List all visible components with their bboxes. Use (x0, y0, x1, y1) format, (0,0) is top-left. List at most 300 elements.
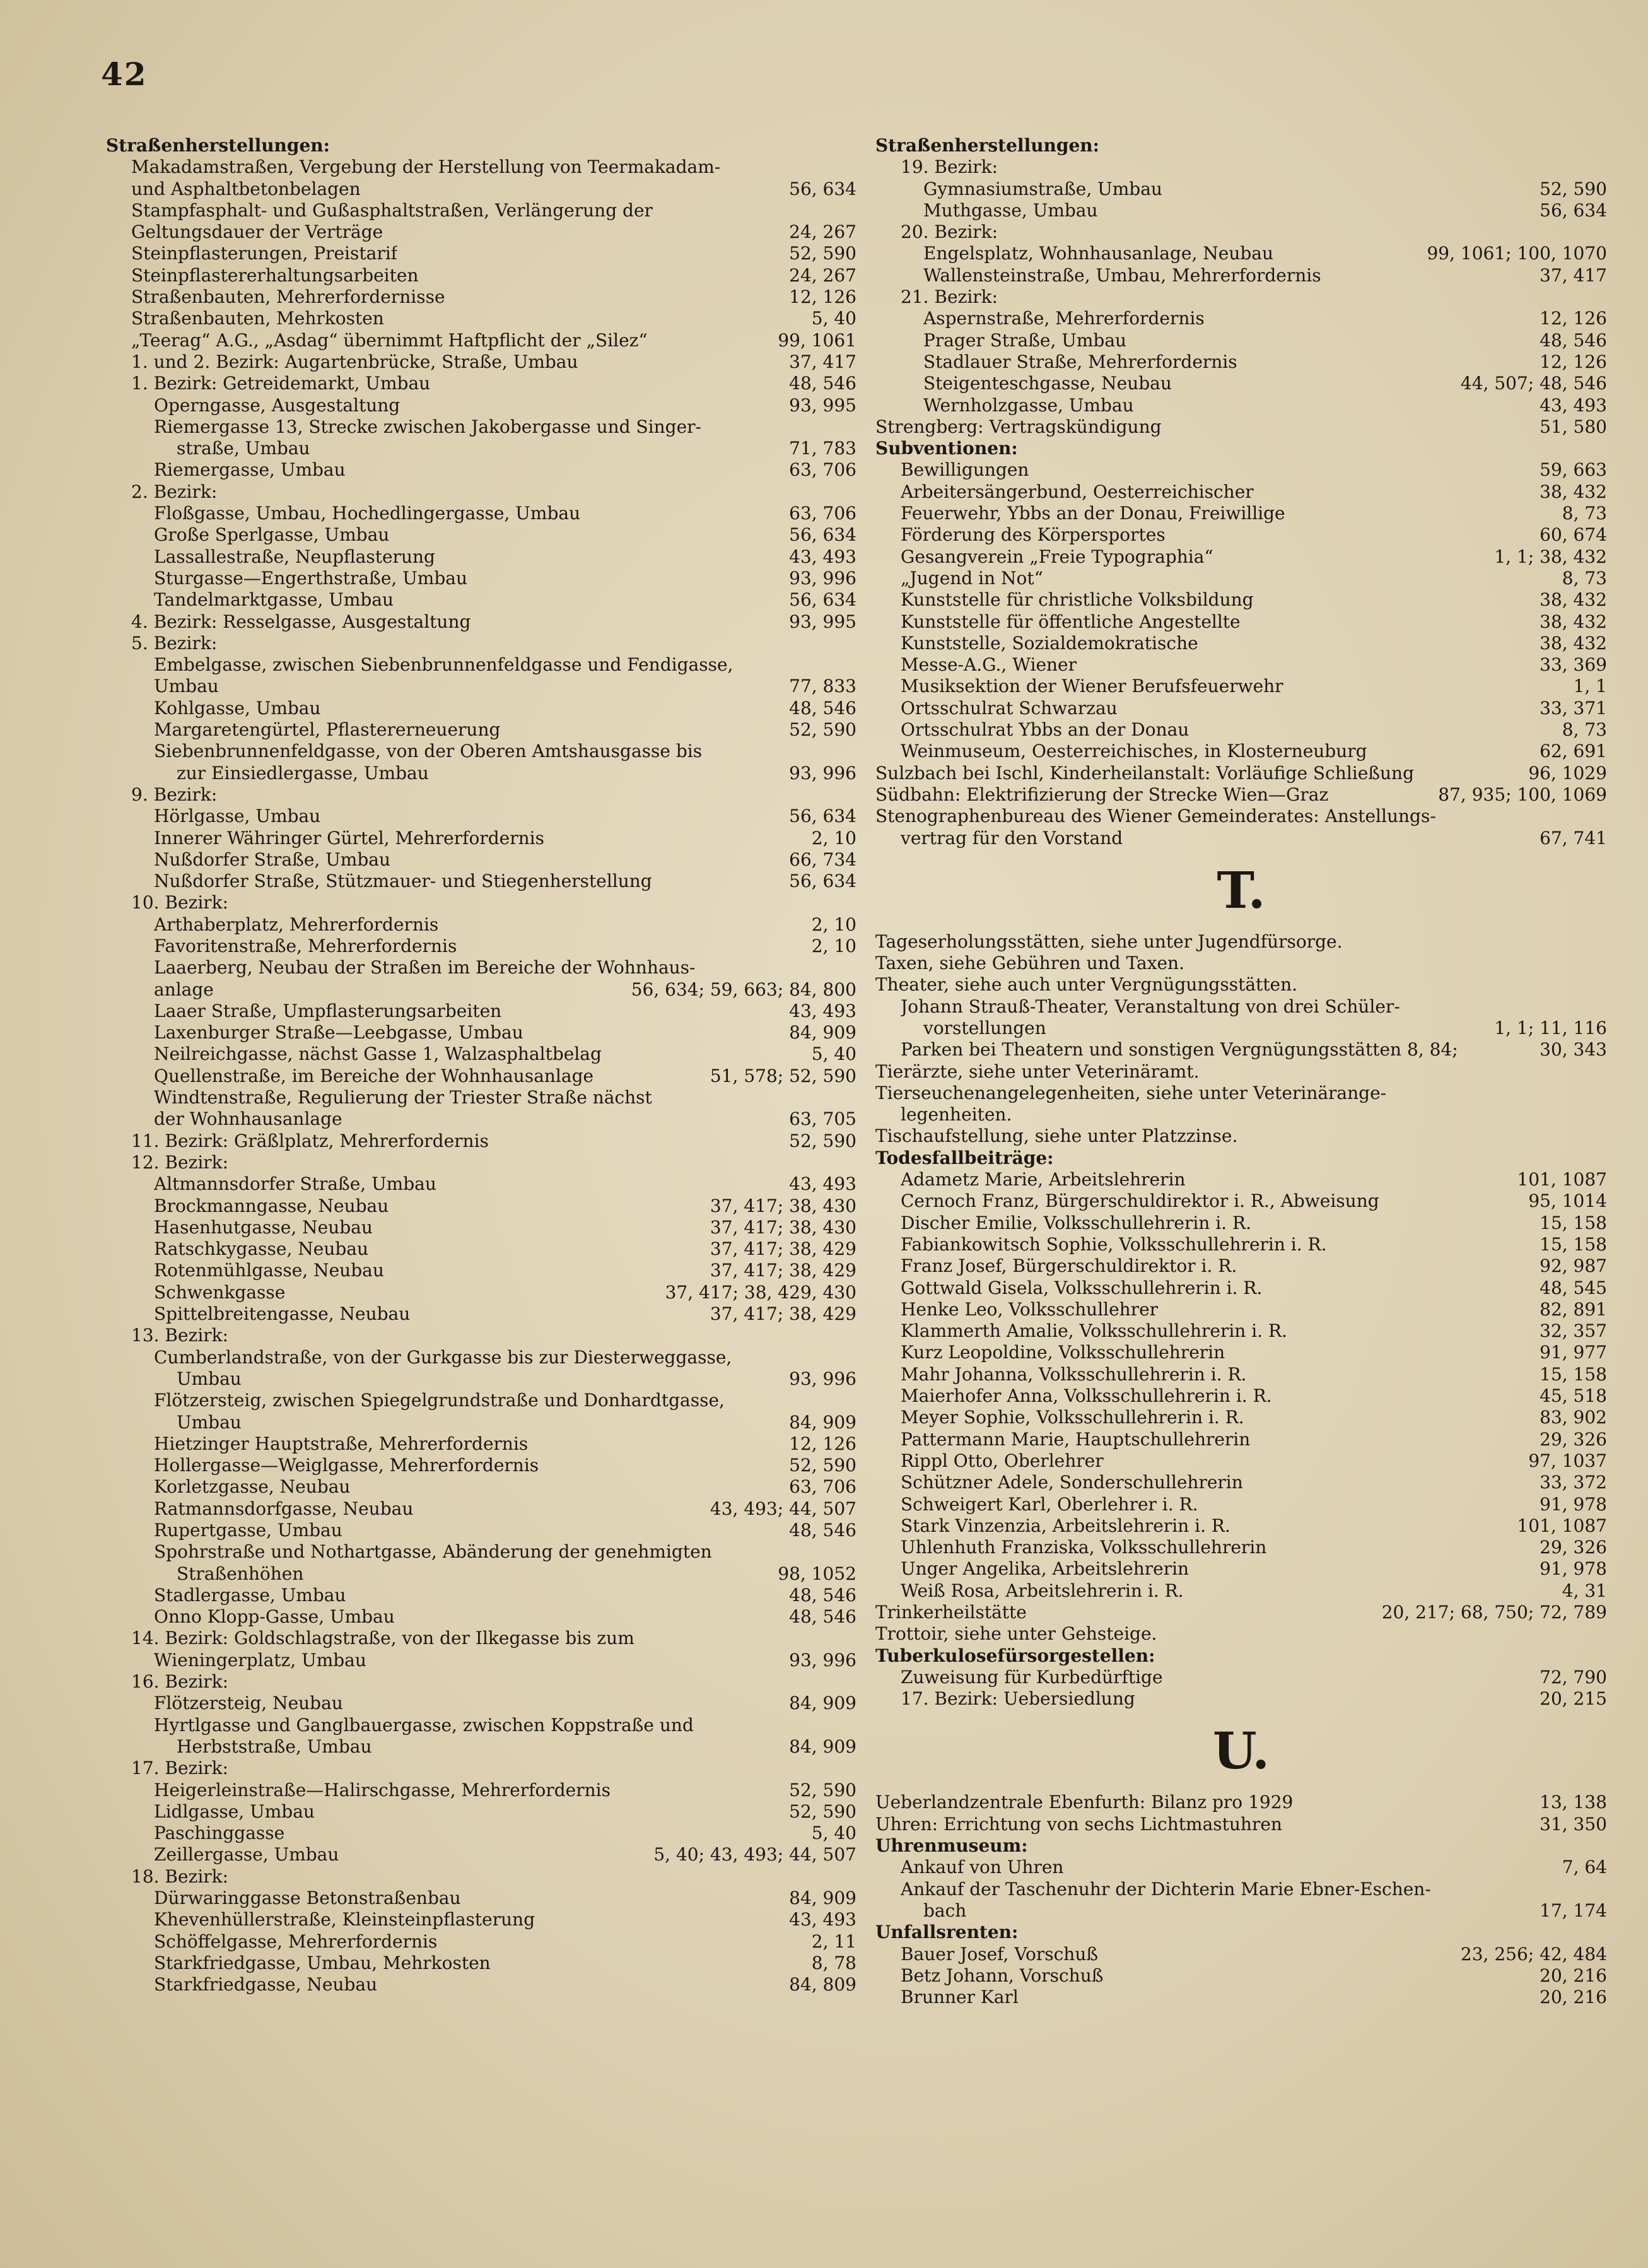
entry-text: Dürwaringgasse Betonstraßenbau (154, 1888, 461, 1909)
index-entry (875, 974, 1607, 996)
index-entry (875, 611, 1607, 633)
entry-page-refs: 7, 64 (1562, 1857, 1607, 1878)
entry-page-refs: 37, 417; 38, 429 (710, 1238, 856, 1260)
index-entry (875, 200, 1607, 221)
entry-text: „Jugend in Not“ (901, 567, 1043, 589)
index-entry (106, 243, 856, 264)
entry-text: Brockmanngasse, Neubau (154, 1195, 389, 1216)
index-entry (106, 1087, 856, 1108)
entry-text: Unfallsrenten: (875, 1922, 1019, 1943)
entry-page-refs: 77, 833 (789, 676, 856, 697)
entry-page-refs: 82, 891 (1540, 1298, 1607, 1320)
index-entry (875, 503, 1607, 524)
entry-text: 1. Bezirk: Getreidemarkt, Umbau (131, 373, 431, 394)
entry-page-refs: 33, 372 (1540, 1472, 1607, 1493)
entry-page-refs: 91, 977 (1540, 1342, 1607, 1363)
entry-page-refs: 43, 493 (789, 1909, 856, 1930)
entry-page-refs: 12, 126 (789, 286, 856, 308)
index-entry (106, 395, 856, 416)
index-entry (875, 1255, 1607, 1277)
entry-text: Neilreichgasse, nächst Gasse 1, Walzasphaltbelag (154, 1043, 602, 1065)
entry-text: Steinpflasterungen, Preistarif (131, 243, 398, 264)
entry-text: Operngasse, Ausgestaltung (154, 394, 400, 416)
entry-page-refs: 8, 73 (1562, 567, 1607, 589)
entry-page-refs: 56, 634; 59, 663; 84, 800 (631, 978, 856, 1000)
index-entry (875, 1407, 1607, 1428)
entry-text: Südbahn: Elektrifizierung der Strecke Wien—Graz (875, 784, 1329, 805)
index-entry (875, 784, 1607, 806)
entry-text: Tierärzte, siehe unter Veterinäramt. (875, 1061, 1200, 1082)
entry-page-refs: 84, 809 (789, 1974, 856, 1995)
entry-page-refs: 43, 493 (789, 546, 856, 567)
index-entry (875, 763, 1607, 784)
entry-page-refs: 2, 10 (811, 827, 856, 849)
index-entry (875, 1537, 1607, 1558)
index-entry (875, 1688, 1607, 1710)
index-entry (875, 546, 1607, 568)
entry-text: 14. Bezirk: Goldschlagstraße, von der Ilkegasse bis zum (131, 1628, 634, 1649)
entry-text: Rotenmühlgasse, Neubau (154, 1260, 384, 1281)
index-entry (875, 589, 1607, 611)
index-entry (106, 459, 856, 481)
entry-page-refs: 101, 1087 (1517, 1169, 1607, 1190)
index-entry (106, 1974, 856, 1995)
entry-page-refs: 1, 1; 38, 432 (1494, 546, 1607, 567)
index-entry (875, 828, 1607, 849)
index-entry (106, 1325, 856, 1346)
index-entry (875, 1039, 1607, 1061)
index-entry (106, 936, 856, 957)
index-entry (106, 373, 856, 394)
entry-page-refs: 56, 634 (789, 178, 856, 199)
index-entry (875, 1190, 1607, 1212)
entry-text: Laxenburger Straße—Leebgasse, Umbau (154, 1022, 523, 1043)
entry-text: Kunststelle für christliche Volksbildung (901, 589, 1254, 611)
index-entry (106, 589, 856, 611)
entry-text: Nußdorfer Straße, Umbau (154, 849, 391, 870)
entry-page-refs: 24, 267 (789, 264, 856, 286)
entry-text: Hollergasse—Weiglgasse, Mehrerfordernis (154, 1455, 539, 1476)
entry-text: Feuerwehr, Ybbs an der Donau, Freiwillige (901, 503, 1285, 524)
index-entry (106, 1022, 856, 1043)
entry-page-refs: 96, 1029 (1528, 762, 1607, 784)
index-entry (106, 1823, 856, 1844)
entry-text: Theater, siehe auch unter Vergnügungsstätten. (875, 974, 1298, 996)
index-entry (875, 1061, 1607, 1083)
entry-text: Bewilligungen (901, 459, 1029, 481)
entry-text: Kohlgasse, Umbau (154, 697, 321, 719)
entry-page-refs: 15, 158 (1540, 1363, 1607, 1385)
index-entry (106, 1563, 856, 1585)
index-entry (875, 1645, 1607, 1667)
entry-page-refs: 1, 1 (1573, 676, 1607, 697)
index-entry (875, 1018, 1607, 1039)
index-entry (106, 1152, 856, 1173)
entry-text: 12. Bezirk: (131, 1151, 229, 1173)
index-entry (106, 416, 856, 438)
entry-text: 13. Bezirk: (131, 1325, 229, 1346)
entry-text: Starkfriedgasse, Umbau, Mehrkosten (154, 1952, 491, 1973)
entry-text: Korletzgasse, Neubau (154, 1476, 351, 1498)
entry-text: Uhlenhuth Franziska, Volksschullehrerin (901, 1537, 1267, 1558)
entry-text: Hörlgasse, Umbau (154, 806, 321, 827)
entry-text: Aspernstraße, Mehrerfordernis (923, 308, 1205, 329)
index-entry (875, 1944, 1607, 1965)
index-entry (106, 1412, 856, 1433)
entry-text: der Wohnhausanlage (154, 1108, 342, 1130)
entry-page-refs: 51, 580 (1540, 416, 1607, 437)
entry-page-refs: 67, 741 (1540, 827, 1607, 849)
entry-text: Stadlergasse, Umbau (154, 1584, 346, 1606)
entry-page-refs: 56, 634 (789, 871, 856, 892)
entry-text: Henke Leo, Volksschullehrer (901, 1298, 1159, 1320)
entry-text: Große Sperlgasse, Umbau (154, 524, 390, 546)
entry-page-refs: 43, 493 (1540, 394, 1607, 416)
index-entry (875, 1472, 1607, 1493)
entry-page-refs: 48, 546 (1540, 329, 1607, 351)
index-entry (875, 1965, 1607, 1987)
entry-text: legenheiten. (901, 1104, 1012, 1125)
index-entry (875, 1148, 1607, 1169)
entry-text: Uhrenmuseum: (875, 1835, 1028, 1857)
index-entry (875, 395, 1607, 416)
entry-text: Meyer Sophie, Volksschullehrerin i. R. (901, 1407, 1244, 1428)
entry-text: 4. Bezirk: Resselgasse, Ausgestaltung (131, 611, 471, 632)
index-entry (875, 438, 1607, 459)
entry-page-refs: 12, 126 (1540, 308, 1607, 329)
index-entry (875, 719, 1607, 741)
entry-text: Cumberlandstraße, von der Gurkgasse bis zur Diesterweggasse, (154, 1346, 732, 1368)
entry-page-refs: 30, 343 (1540, 1039, 1607, 1061)
entry-page-refs: 12, 126 (1540, 351, 1607, 372)
index-entry (875, 1234, 1607, 1255)
index-entry (106, 1238, 856, 1260)
index-entry (875, 1792, 1607, 1813)
entry-page-refs: 20, 216 (1540, 1965, 1607, 1986)
index-entry (106, 849, 856, 871)
entry-page-refs: 37, 417; 38, 429, 430 (665, 1281, 856, 1303)
index-entry (106, 914, 856, 936)
index-entry (106, 1347, 856, 1368)
index-entry (875, 243, 1607, 264)
index-entry (875, 1857, 1607, 1878)
page-number: 42 (101, 56, 148, 93)
entry-text: Tierseuchenangelegenheiten, siehe unter Veterinärange- (875, 1082, 1387, 1103)
entry-page-refs: 95, 1014 (1528, 1190, 1607, 1212)
entry-text: Trottoir, siehe unter Gehsteige. (875, 1623, 1157, 1645)
entry-text: Gottwald Gisela, Volksschullehrerin i. R. (901, 1277, 1263, 1298)
entry-page-refs: 29, 326 (1540, 1428, 1607, 1450)
entry-text: Steinpflastererhaltungsarbeiten (131, 264, 419, 286)
index-entry (106, 546, 856, 568)
index-entry (875, 633, 1607, 654)
entry-page-refs: 84, 909 (789, 1693, 856, 1714)
index-column-right (875, 135, 1607, 2008)
entry-text: 10. Bezirk: (131, 892, 229, 914)
entry-text: Cernoch Franz, Bürgerschuldirektor i. R., Abweisung (901, 1190, 1379, 1212)
entry-text: Spittelbreitengasse, Neubau (154, 1303, 411, 1325)
entry-page-refs: 56, 634 (789, 806, 856, 827)
index-entry (875, 1602, 1607, 1623)
entry-text: Subventionen: (875, 438, 1018, 459)
entry-text: Messe-A.G., Wiener (901, 654, 1077, 676)
index-entry (106, 806, 856, 827)
entry-text: Arthaberplatz, Mehrerfordernis (154, 914, 439, 935)
entry-text: Ankauf von Uhren (901, 1857, 1064, 1878)
index-entry (106, 481, 856, 503)
index-entry (106, 1066, 856, 1087)
entry-text: 21. Bezirk: (901, 286, 998, 308)
index-entry (875, 1213, 1607, 1234)
entry-page-refs: 43, 493 (789, 1173, 856, 1195)
entry-page-refs: 66, 734 (789, 849, 856, 870)
entry-page-refs: 29, 326 (1540, 1537, 1607, 1558)
entry-text: Tischaufstellung, siehe unter Platzzinse. (875, 1125, 1238, 1147)
entry-text: Musiksektion der Wiener Berufsfeuerwehr (901, 676, 1283, 697)
entry-page-refs: 37, 417; 38, 429 (710, 1303, 856, 1325)
index-entry (875, 1558, 1607, 1580)
index-entry (875, 996, 1607, 1018)
entry-text: Stampfasphalt- und Gußasphaltstraßen, Verlängerung der (131, 199, 653, 221)
index-entry (875, 286, 1607, 308)
entry-page-refs: 56, 634 (789, 524, 856, 546)
index-entry (875, 1667, 1607, 1688)
entry-page-refs: 56, 634 (789, 589, 856, 611)
entry-page-refs: 63, 706 (789, 459, 856, 481)
index-entry (106, 179, 856, 200)
entry-text: Klammerth Amalie, Volksschullehrerin i. R. (901, 1320, 1287, 1342)
entry-text: Khevenhüllerstraße, Kleinsteinpflasterung (154, 1909, 535, 1930)
entry-page-refs: 52, 590 (789, 1455, 856, 1476)
index-entry (875, 1364, 1607, 1385)
entry-page-refs: 20, 217; 68, 750; 72, 789 (1381, 1602, 1607, 1623)
entry-text: Tandelmarktgasse, Umbau (154, 589, 394, 611)
index-entry (875, 1879, 1607, 1900)
index-entry (106, 1628, 856, 1649)
entry-text: Laaer Straße, Umpflasterungsarbeiten (154, 1000, 502, 1021)
index-entry (875, 265, 1607, 286)
index-entry (875, 1900, 1607, 1922)
index-column-left (106, 135, 856, 1996)
index-entry (106, 1108, 856, 1130)
index-entry (106, 1953, 856, 1974)
index-entry (106, 1801, 856, 1823)
entry-text: Hietzinger Hauptstraße, Mehrerfordernis (154, 1433, 529, 1454)
entry-text: Zeillergasse, Umbau (154, 1844, 339, 1866)
entry-text: Betz Johann, Vorschuß (901, 1965, 1104, 1986)
entry-page-refs: 37, 417; 38, 429 (710, 1260, 856, 1281)
index-entry (106, 1736, 856, 1758)
entry-page-refs: 15, 158 (1540, 1233, 1607, 1255)
index-entry (875, 179, 1607, 200)
index-entry (106, 200, 856, 221)
index-entry (875, 1494, 1607, 1515)
entry-text: 2. Bezirk: (131, 481, 218, 502)
entry-page-refs: 60, 674 (1540, 524, 1607, 546)
entry-page-refs: 101, 1087 (1517, 1515, 1607, 1536)
entry-text: Margaretengürtel, Pflastererneuerung (154, 719, 501, 741)
entry-page-refs: 52, 590 (789, 1130, 856, 1151)
index-entry (875, 931, 1607, 953)
entry-page-refs: 48, 546 (789, 1520, 856, 1541)
index-entry (106, 221, 856, 243)
index-entry (106, 524, 856, 546)
entry-text: Ortsschulrat Schwarzau (901, 697, 1118, 719)
entry-text: 20. Bezirk: (901, 221, 998, 243)
entry-text: Ratschkygasse, Neubau (154, 1238, 369, 1260)
index-entry (875, 741, 1607, 762)
entry-text: Strengberg: Vertragskündigung (875, 416, 1162, 437)
index-entry (106, 763, 856, 784)
entry-text: Wernholzgasse, Umbau (923, 394, 1134, 416)
index-entry (875, 221, 1607, 243)
index-entry (106, 1001, 856, 1022)
entry-page-refs: 15, 158 (1540, 1212, 1607, 1233)
entry-text: Muthgasse, Umbau (923, 199, 1098, 221)
entry-text: Quellenstraße, im Bereiche der Wohnhausanlage (154, 1065, 594, 1086)
index-entry (106, 957, 856, 978)
entry-text: Flötzersteig, Neubau (154, 1693, 343, 1714)
index-entry (106, 308, 856, 329)
entry-page-refs: 93, 996 (789, 1649, 856, 1671)
entry-text: Heigerleinstraße—Halirschgasse, Mehrerfordernis (154, 1779, 611, 1801)
index-entry (106, 1844, 856, 1866)
index-entry (106, 633, 856, 654)
index-entry (875, 135, 1607, 156)
entry-text: Kurz Leopoldine, Volksschullehrerin (901, 1342, 1225, 1363)
index-entry (875, 698, 1607, 719)
entry-page-refs: 84, 909 (789, 1022, 856, 1043)
index-entry (106, 1909, 856, 1930)
index-entry (106, 1606, 856, 1628)
entry-text: Umbau (177, 1368, 242, 1389)
index-entry (106, 698, 856, 719)
entry-text: 16. Bezirk: (131, 1671, 229, 1693)
entry-page-refs: 63, 705 (789, 1108, 856, 1130)
index-entry (106, 1758, 856, 1779)
index-entry (106, 1671, 856, 1693)
entry-text: Sulzbach bei Ischl, Kinderheilanstalt: Vorläufige Schließung (875, 762, 1414, 784)
index-entry (106, 676, 856, 697)
entry-page-refs: 87, 935; 100, 1069 (1438, 784, 1607, 805)
index-entry (106, 784, 856, 806)
entry-page-refs: 52, 590 (789, 1779, 856, 1801)
index-entry (106, 330, 856, 351)
index-entry (106, 1173, 856, 1195)
entry-page-refs: 52, 590 (789, 243, 856, 264)
index-entry (875, 1169, 1607, 1190)
index-entry (106, 1282, 856, 1303)
entry-text: Pattermann Marie, Hauptschullehrerin (901, 1428, 1251, 1450)
entry-page-refs: 91, 978 (1540, 1493, 1607, 1515)
entry-text: Engelsplatz, Wohnhausanlage, Neubau (923, 243, 1274, 264)
entry-page-refs: 72, 790 (1540, 1666, 1607, 1688)
entry-text: Fabiankowitsch Sophie, Volksschullehrerin i. R. (901, 1233, 1327, 1255)
entry-page-refs: 48, 546 (789, 373, 856, 394)
section-letter: U. (1212, 1721, 1270, 1781)
index-entry (875, 654, 1607, 676)
index-entry (106, 568, 856, 589)
entry-text: Geltungsdauer der Verträge (131, 221, 383, 243)
entry-text: Tuberkulosefürsorgestellen: (875, 1645, 1155, 1666)
entry-text: Umbau (177, 1411, 242, 1433)
entry-text: Lassallestraße, Neupflasterung (154, 546, 435, 567)
entry-text: Tageserholungsstätten, siehe unter Jugendfürsorge. (875, 931, 1343, 952)
entry-text: vertrag für den Vorstand (901, 827, 1123, 849)
entry-page-refs: 97, 1037 (1528, 1450, 1607, 1471)
entry-text: Ortsschulrat Ybbs an der Donau (901, 719, 1189, 741)
entry-text: 1. und 2. Bezirk: Augartenbrücke, Straße, Umbau (131, 351, 578, 372)
entry-page-refs: 8, 78 (811, 1952, 856, 1973)
entry-text: Herbststraße, Umbau (177, 1736, 372, 1757)
index-entry (106, 503, 856, 524)
index-entry (106, 741, 856, 762)
entry-text: Nußdorfer Straße, Stützmauer- und Stiegenherstellung (154, 871, 652, 892)
entry-text: Straßenherstellungen: (875, 135, 1100, 156)
entry-page-refs: 2, 10 (811, 935, 856, 956)
entry-page-refs: 93, 996 (789, 1368, 856, 1389)
entry-text: Prager Straße, Umbau (923, 329, 1127, 351)
entry-page-refs: 52, 590 (1540, 178, 1607, 199)
index-entry (875, 1320, 1607, 1342)
index-entry (106, 438, 856, 459)
entry-text: Weiß Rosa, Arbeitslehrerin i. R. (901, 1580, 1184, 1601)
index-entry (875, 308, 1607, 329)
entry-page-refs: 91, 978 (1540, 1558, 1607, 1580)
index-entry (875, 1987, 1607, 2008)
entry-text: Stark Vinzenzia, Arbeitslehrerin i. R. (901, 1515, 1230, 1536)
entry-text: Uhren: Errichtung von sechs Lichtmastuhren (875, 1813, 1282, 1835)
entry-text: Brunner Karl (901, 1987, 1019, 2008)
index-entry (875, 1580, 1607, 1602)
index-entry (106, 1650, 856, 1671)
entry-text: 5. Bezirk: (131, 632, 218, 654)
index-entry (875, 953, 1607, 974)
entry-page-refs: 5, 40; 43, 493; 44, 507 (653, 1844, 856, 1866)
index-entry (875, 1814, 1607, 1835)
index-entry (106, 1541, 856, 1563)
index-entry (106, 1390, 856, 1411)
index-entry (106, 265, 856, 286)
entry-text: Riemergasse 13, Strecke zwischen Jakobergasse und Singer- (154, 416, 701, 437)
entry-text: Kunststelle, Sozialdemokratische (901, 632, 1198, 654)
entry-text: Arbeitersängerbund, Oesterreichischer (901, 481, 1254, 502)
entry-text: Riemergasse, Umbau (154, 459, 346, 481)
entry-page-refs: 37, 417 (1540, 264, 1607, 286)
entry-text: straße, Umbau (177, 438, 310, 459)
entry-text: 17. Bezirk: Uebersiedlung (901, 1688, 1135, 1710)
entry-text: Stadlauer Straße, Mehrerfordernis (923, 351, 1237, 372)
entry-text: Siebenbrunnenfeldgasse, von der Oberen Amtshausgasse bis (154, 741, 703, 762)
entry-page-refs: 38, 432 (1540, 481, 1607, 502)
index-entry (106, 979, 856, 1001)
entry-text: Floßgasse, Umbau, Hochedlingergasse, Umbau (154, 503, 581, 524)
entry-text: Innerer Währinger Gürtel, Mehrerfordernis (154, 827, 544, 849)
entry-text: Gymnasiumstraße, Umbau (923, 178, 1162, 199)
entry-text: anlage (154, 978, 214, 1000)
entry-text: Adametz Marie, Arbeitslehrerin (901, 1169, 1186, 1190)
index-entry (106, 1043, 856, 1065)
entry-page-refs: 24, 267 (789, 221, 856, 243)
index-entry (106, 1368, 856, 1390)
entry-page-refs: 84, 909 (789, 1411, 856, 1433)
entry-text: Makadamstraßen, Vergebung der Herstellung von Teermakadam- (131, 156, 721, 178)
entry-page-refs: 71, 783 (789, 438, 856, 459)
entry-page-refs: 93, 995 (789, 394, 856, 416)
entry-text: Bauer Josef, Vorschuß (901, 1943, 1099, 1965)
index-entry (106, 892, 856, 914)
index-entry (875, 1835, 1607, 1857)
